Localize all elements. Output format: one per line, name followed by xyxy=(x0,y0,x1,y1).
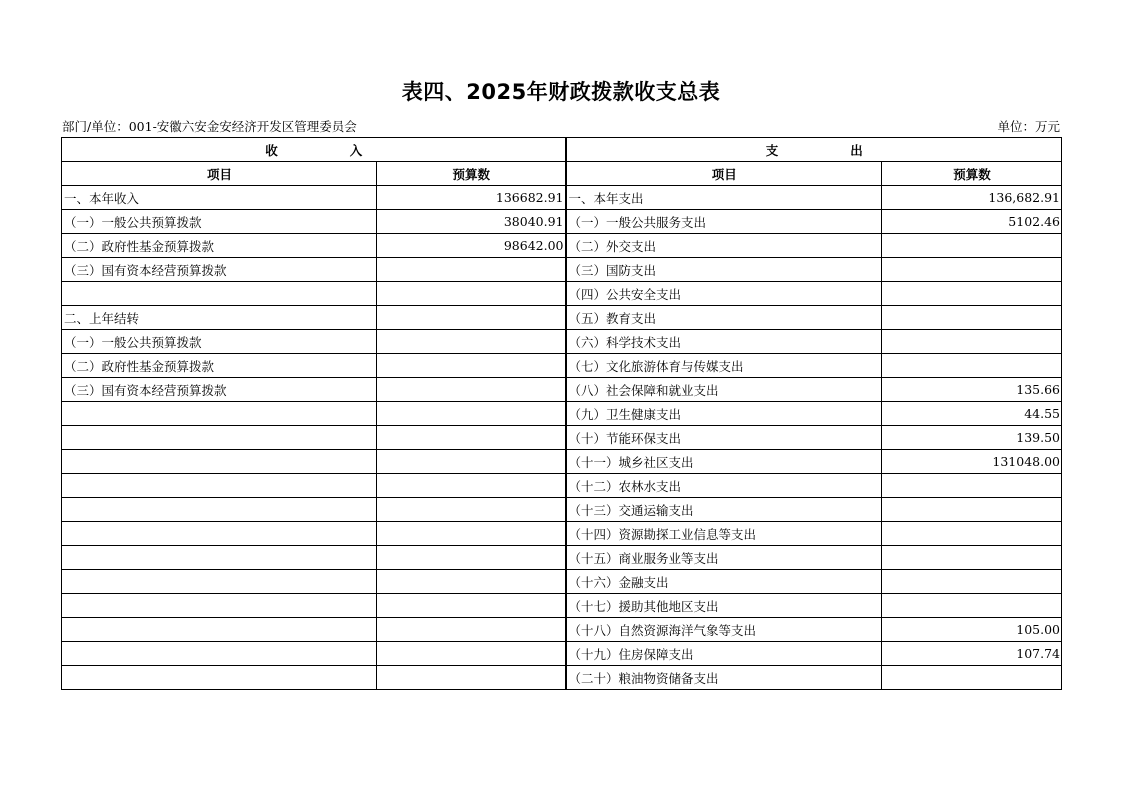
expense-item-cell: （十六）金融支出 xyxy=(566,570,882,594)
expense-group-char-b: 出 xyxy=(850,142,863,158)
expense-item-cell: （二十）粮油物资储备支出 xyxy=(566,666,882,690)
income-item-cell xyxy=(62,642,377,666)
income-budget-cell xyxy=(377,474,566,498)
expense-item-cell: （一）一般公共服务支出 xyxy=(566,210,882,234)
expense-item-cell: （十）节能环保支出 xyxy=(566,426,882,450)
table-row xyxy=(62,522,1062,546)
expense-budget-cell xyxy=(882,330,1062,354)
income-budget-cell xyxy=(377,378,566,402)
income-item-cell: 二、上年结转 xyxy=(62,306,377,330)
income-item-cell: （一）一般公共预算拨款 xyxy=(62,210,377,234)
table-row xyxy=(62,378,1062,402)
income-budget-cell xyxy=(377,498,566,522)
expense-budget-cell: 139.50 xyxy=(882,426,1062,450)
expense-item-cell: （三）国防支出 xyxy=(566,258,882,282)
table-meta xyxy=(62,117,1060,135)
income-budget-cell xyxy=(377,618,566,642)
income-budget-cell: 38040.91 xyxy=(377,210,566,234)
expense-budget-cell xyxy=(882,354,1062,378)
income-item-cell xyxy=(62,282,377,306)
expense-item-header: 项目 xyxy=(566,162,882,186)
income-item-cell: （二）政府性基金预算拨款 xyxy=(62,354,377,378)
income-budget-cell xyxy=(377,666,566,690)
income-item-cell xyxy=(62,546,377,570)
income-budget-cell: 98642.00 xyxy=(377,234,566,258)
table-row xyxy=(62,186,1062,210)
income-item-cell: （二）政府性基金预算拨款 xyxy=(62,234,377,258)
income-budget-cell xyxy=(377,570,566,594)
income-item-cell xyxy=(62,522,377,546)
expense-budget-cell xyxy=(882,666,1062,690)
income-group-char-b: 入 xyxy=(349,142,363,158)
expense-budget-cell xyxy=(882,306,1062,330)
table-row xyxy=(62,570,1062,594)
income-budget-cell xyxy=(377,354,566,378)
table-row xyxy=(62,474,1062,498)
income-group-header xyxy=(62,138,566,162)
expense-item-cell: （五）教育支出 xyxy=(566,306,882,330)
table-row xyxy=(62,258,1062,282)
income-budget-cell xyxy=(377,402,566,426)
income-item-cell xyxy=(62,498,377,522)
group-header-row xyxy=(62,138,1062,162)
income-item-header: 项目 xyxy=(62,162,377,186)
expense-group-header xyxy=(566,138,1062,162)
income-item-cell xyxy=(62,450,377,474)
income-budget-cell xyxy=(377,282,566,306)
income-item-cell: （一）一般公共预算拨款 xyxy=(62,330,377,354)
table-row xyxy=(62,426,1062,450)
income-group-char-a: 收 xyxy=(265,142,278,158)
income-budget-cell xyxy=(377,258,566,282)
table-row xyxy=(62,402,1062,426)
table-row xyxy=(62,498,1062,522)
income-budget-cell xyxy=(377,330,566,354)
table-row xyxy=(62,642,1062,666)
unit-label: 单位：万元 xyxy=(997,119,1060,134)
income-budget-cell xyxy=(377,642,566,666)
table-row xyxy=(62,450,1062,474)
income-item-cell xyxy=(62,618,377,642)
income-budget-header: 预算数 xyxy=(377,162,566,186)
income-budget-cell xyxy=(377,306,566,330)
expense-item-cell: （十八）自然资源海洋气象等支出 xyxy=(566,618,882,642)
expense-item-cell: （十七）援助其他地区支出 xyxy=(566,594,882,618)
income-item-cell xyxy=(62,426,377,450)
expense-group-char-a: 支 xyxy=(765,142,779,158)
expense-budget-cell: 135.66 xyxy=(882,378,1062,402)
table-row xyxy=(62,306,1062,330)
table-row xyxy=(62,210,1062,234)
expense-budget-cell: 44.55 xyxy=(882,402,1062,426)
income-budget-cell xyxy=(377,546,566,570)
expense-item-cell: （十一）城乡社区支出 xyxy=(566,450,882,474)
expense-budget-cell: 131048.00 xyxy=(882,450,1062,474)
table-row xyxy=(62,234,1062,258)
expense-budget-cell xyxy=(882,498,1062,522)
expense-item-cell: （四）公共安全支出 xyxy=(566,282,882,306)
expense-item-cell: （十五）商业服务业等支出 xyxy=(566,546,882,570)
expense-budget-cell: 5102.46 xyxy=(882,210,1062,234)
expense-budget-cell: 107.74 xyxy=(882,642,1062,666)
table-row xyxy=(62,282,1062,306)
expense-item-cell: （八）社会保障和就业支出 xyxy=(566,378,882,402)
expense-budget-cell xyxy=(882,570,1062,594)
expense-item-cell: （六）科学技术支出 xyxy=(566,330,882,354)
expense-item-cell: 一、本年支出 xyxy=(566,186,882,210)
table-row xyxy=(62,354,1062,378)
column-header-row xyxy=(62,162,1062,186)
expense-item-cell: （七）文化旅游体育与传媒支出 xyxy=(566,354,882,378)
income-item-cell xyxy=(62,570,377,594)
expense-budget-cell: 136,682.91 xyxy=(882,186,1062,210)
table-row xyxy=(62,666,1062,690)
department-label: 部门/单位：001-安徽六安金安经济开发区管理委员会 xyxy=(62,119,357,134)
expense-item-cell: （九）卫生健康支出 xyxy=(566,402,882,426)
table-row xyxy=(62,618,1062,642)
expense-budget-cell xyxy=(882,522,1062,546)
expense-budget-cell xyxy=(882,474,1062,498)
income-item-cell: （三）国有资本经营预算拨款 xyxy=(62,258,377,282)
income-budget-cell: 136682.91 xyxy=(377,186,566,210)
income-budget-cell xyxy=(377,450,566,474)
income-item-cell xyxy=(62,402,377,426)
income-item-cell: 一、本年收入 xyxy=(62,186,377,210)
income-budget-cell xyxy=(377,594,566,618)
expense-budget-cell xyxy=(882,546,1062,570)
expense-budget-header: 预算数 xyxy=(882,162,1062,186)
expense-item-cell: （十四）资源勘探工业信息等支出 xyxy=(566,522,882,546)
table-row xyxy=(62,594,1062,618)
income-item-cell xyxy=(62,594,377,618)
income-item-cell xyxy=(62,474,377,498)
expense-budget-cell: 105.00 xyxy=(882,618,1062,642)
income-budget-cell xyxy=(377,522,566,546)
expense-budget-cell xyxy=(882,594,1062,618)
income-item-cell xyxy=(62,666,377,690)
income-item-cell: （三）国有资本经营预算拨款 xyxy=(62,378,377,402)
expense-item-cell: （十二）农林水支出 xyxy=(566,474,882,498)
table-row xyxy=(62,546,1062,570)
expense-item-cell: （二）外交支出 xyxy=(566,234,882,258)
expense-item-cell: （十九）住房保障支出 xyxy=(566,642,882,666)
expense-budget-cell xyxy=(882,282,1062,306)
income-budget-cell xyxy=(377,426,566,450)
table-body xyxy=(62,186,1062,690)
expense-budget-cell xyxy=(882,258,1062,282)
expense-budget-cell xyxy=(882,234,1062,258)
budget-table xyxy=(61,137,1062,690)
table-row xyxy=(62,330,1062,354)
page-title: 表四、2025年财政拨款收支总表 xyxy=(401,80,721,104)
expense-item-cell: （十三）交通运输支出 xyxy=(566,498,882,522)
